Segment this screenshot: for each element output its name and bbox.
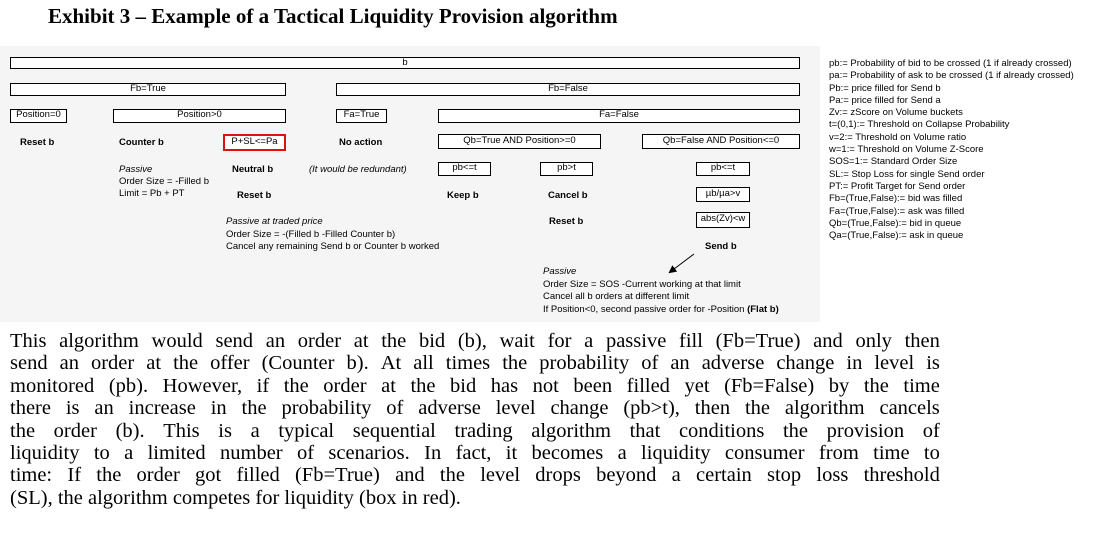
paragraph-line: the order (b). This is a typical sequential trading algorithm that conditions the provision of	[10, 419, 940, 442]
legend-item: Qa=(True,False):= ask in queue	[829, 230, 964, 242]
label-counter-b: Counter b	[119, 137, 164, 148]
neutral-note-size: Order Size = -(Filled b -Filled Counter b)	[226, 229, 396, 240]
box-fa-true: Fa=True	[336, 109, 387, 123]
label-no-action: No action	[339, 137, 383, 148]
label-reset-b-2: Reset b	[237, 190, 272, 201]
legend-item: pb:= Probability of bid to be crossed (1 if already crossed)	[829, 58, 1072, 69]
paragraph-line: monitored (pb). However, if the order at the bid has not been filled yet (Fb=False) by the time	[10, 374, 940, 397]
legend-item: SOS=1:= Standard Order Size	[829, 156, 958, 168]
paragraph-line: there is an increase in the probability of adverse level change (pb>t), then the algorithm cancels	[10, 397, 940, 420]
box-qb-true: Qb=True AND Position>=0	[438, 134, 601, 149]
label-redundant: (It would be redundant)	[309, 164, 407, 175]
description-paragraph	[10, 330, 940, 509]
box-volume-ratio: µb/µa>v	[696, 187, 750, 202]
legend-item: v=2:= Threshold on Volume ratio	[829, 131, 967, 143]
counter-note-size: Order Size = -Filled b	[119, 176, 210, 187]
paragraph-line: send an order at the offer (Counter b). At all times the probability of an adverse change in level is	[10, 352, 940, 375]
label-reset-b-3: Reset b	[549, 216, 584, 227]
send-note-flat-bold: (Flat b)	[747, 304, 779, 315]
paragraph-line: (SL), the algorithm competes for liquidity (box in red).	[10, 486, 461, 509]
send-note-flat	[543, 304, 779, 316]
box-fa-false: Fa=False	[438, 109, 800, 123]
legend-item: t=(0,1):= Threshold on Collapse Probability	[829, 119, 1010, 131]
box-pb-le-t-right: pb<=t	[696, 162, 750, 176]
box-fb-true: Fb=True	[10, 83, 286, 96]
counter-note-limit: Limit = Pb + PT	[119, 188, 185, 199]
legend-item: Pa:= price filled for Send a	[829, 94, 941, 106]
legend-item: Fb=(True,False):= bid was filled	[829, 193, 963, 205]
label-neutral-b: Neutral b	[232, 164, 274, 175]
box-b: b	[10, 57, 800, 69]
legend-item: Pb:= price filled for Send b	[829, 82, 941, 94]
box-position-zero: Position=0	[10, 109, 67, 123]
paragraph-line: This algorithm would send an order at the bid (b), wait for a passive fill (Fb=True) and only then	[10, 330, 940, 352]
label-keep-b: Keep b	[447, 190, 479, 201]
legend-item: SL:= Stop Loss for single Send order	[829, 168, 985, 180]
exhibit-title: Exhibit 3 – Example of a Tactical Liquidity Provision algorithm	[48, 4, 618, 28]
counter-note-passive: Passive	[119, 164, 153, 175]
legend	[829, 58, 1074, 242]
legend-item: w=1:= Threshold on Volume Z-Score	[829, 144, 984, 156]
legend-item: Fa=(True,False):= ask was filled	[829, 205, 965, 217]
neutral-note-passive: Passive at traded price	[226, 216, 323, 227]
legend-item: Qb=(True,False):= bid in queue	[829, 217, 962, 229]
neutral-note-cancel: Cancel any remaining Send b or Counter b worked	[226, 241, 440, 252]
send-note-cancel: Cancel all b orders at different limit	[543, 291, 690, 302]
box-volume-zscore: abs(Zv)<w	[696, 212, 750, 228]
label-reset-b-1: Reset b	[20, 137, 55, 148]
paragraph-line: liquidity to a limited number of scenarios. In fact, it becomes a liquidity consumer from time to	[10, 442, 940, 465]
legend-item: PT:= Profit Target for Send order	[829, 180, 966, 192]
send-note-passive: Passive	[543, 266, 577, 277]
send-note-size: Order Size = SOS -Current working at that limit	[543, 279, 741, 290]
label-send-b: Send b	[705, 241, 737, 252]
box-qb-false: Qb=False AND Position<=0	[642, 134, 800, 149]
box-position-positive: Position>0	[113, 109, 286, 123]
box-fb-false: Fb=False	[336, 83, 800, 96]
send-note-flat-prefix: If Position<0, second passive order for -Position	[543, 304, 748, 315]
label-cancel-b: Cancel b	[548, 190, 588, 201]
legend-item: pa:= Probability of ask to be crossed (1 if already crossed)	[829, 70, 1074, 82]
legend-item: Zv:= zScore on Volume buckets	[829, 107, 963, 119]
box-pb-gt-t: pb>t	[540, 162, 593, 176]
paragraph-line: time: If the order got filled (Fb=True) and the level drops beyond a certain stop loss threshold	[10, 464, 940, 487]
box-stop-loss-condition: P+SL<=Pa	[223, 134, 286, 151]
box-pb-le-t-left: pb<=t	[438, 162, 491, 176]
